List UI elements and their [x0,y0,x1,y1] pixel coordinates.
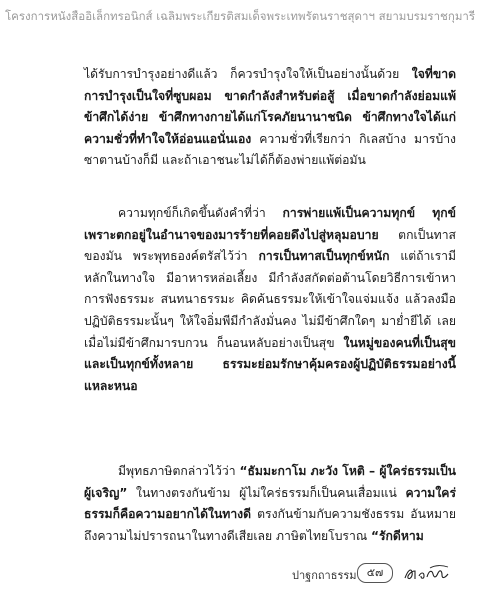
page-header: โครงการหนังสืออิเล็กทรอนิกส์ เฉลิมพระเกียรติสมเด็จพระเทพรัตนราชสุดาฯ สยามบรมราชกุมารี [4,9,476,23]
paragraph-2-bold-3: ในหมู่ของคนที่เป็นสุขและเป็นทุกข์ทั้งหลาย ธรรมะย่อมรักษาคุ้มครองผู้ปฏิบัติธรรมอย่างนี้แหละหนอ [84,335,456,393]
paragraph-2-bold-1: การพ่ายแพ้เป็นความทุกข์ ทุกข์เพราะตกอยู่ในอำนาจของมารร้ายที่คอยดึงไปสู่หลุมอบาย [84,206,456,242]
paragraph-2-bold-2: การเป็นทาสเป็นทุกข์หนัก [258,249,390,264]
paragraph-3 [84,461,456,547]
paragraph-3-bold-2: ความใคร่ธรรมก็คือความอยากได้ในทางดี [84,485,456,522]
paragraph-1-text-2: ความชั่วที่เรียกว่า กิเลสบ้าง มารบ้าง ซาตานบ้างก็มี และถ้าเอาชนะไม่ได้ก็ต้องพ่ายแพ้ต่อมัน [84,131,456,168]
paragraph-1 [84,64,456,172]
paragraph-3-text-3: ตรงกันข้ามกับความชังธรรม อันหมายถึงความไม่ปรารถนาในทางดีเสียเลย ภาษิตไทยโบราณ [84,507,456,543]
paragraph-1-text-1: ได้รับการบำรุงอย่างดีแล้ว ก็ควรบำรุงใจให้เป็นอย่างนั้นด้วย [84,67,412,81]
paragraph-2-text-2: ตกเป็นทาสของมัน พระพุทธองค์ตรัสไว้ว่า [84,227,456,264]
book-title: ปาฐกถาธรรม [292,569,357,582]
paragraph-3-text-1: มีพุทธภาษิตกล่าวไว้ว่า [118,464,240,478]
paragraph-3-bold-3: “รักดีหาม [371,528,424,543]
page-footer [0,562,480,586]
paragraph-2-text-3: แต่ถ้าเรามีหลักในทางใจ มีอาหารหล่อเลี้ยง มีกำลังสกัดต่อต้านโดยวิธีการเข้าหาการฟังธรรมะ สนทนาธรรมะ คิดค้นธรรมะให้เข้าใจแจ่มแจ้ง แล้วลงมือปฏิบัติธรรมะนั้นๆ ให้ใจอิ่มพีมีกำลังมั่นคง ไม่มีข้าศึกใดๆ มาย่ำยีได้ เลย เมื่อไม่มีข้าศึกมารบกวน ก็นอนหลับอย่างเป็นสุข [84,249,456,350]
paragraph-2 [84,203,456,397]
paragraph-3-bold-1: “ธัมมะกาโม ภะวัง โหติ – ผู้ใคร่ธรรมเป็นผู้เจริญ” [84,464,457,500]
signature-icon [402,562,452,584]
paragraph-3-text-2: ในทางตรงกันข้าม ผู้ไม่ใคร่ธรรมก็เป็นคนเสื่อมแน่ [127,485,406,500]
paragraph-1-bold-1: ใจที่ขาดการบำรุงเป็นใจที่ซูบผอม ขาดกำลังสำหรับต่อสู้ เมื่อขาดกำลังย่อมแพ้ ข้าศึกได้ง่าย ข้าศึกทางกายได้แก่โรคภัยนานาชนิด ข้าศึกทางใจได้แก่ ความชั่วที่ทำใจให้อ่อนแอนั่นเอง [84,67,456,146]
paragraph-2-text-1: ความทุกข์ก็เกิดขึ้นดังคำที่ว่า [118,206,283,220]
page-number-badge: ๕๗ [357,563,393,583]
